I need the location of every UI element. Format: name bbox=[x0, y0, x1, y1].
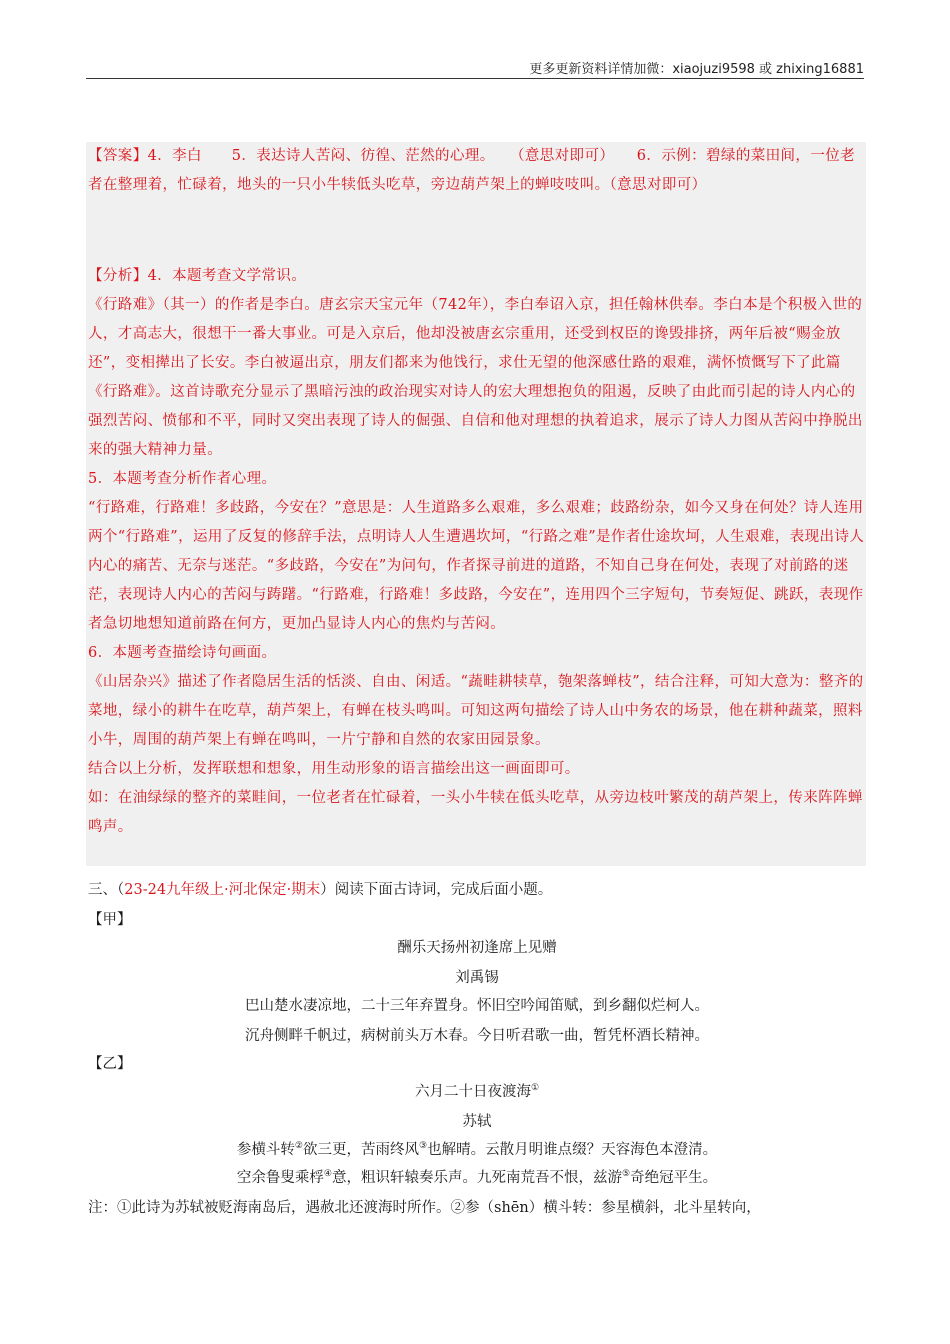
poem-b-title: 六月二十日夜渡海① bbox=[414, 1083, 540, 1100]
analysis-q6-example: 如：在油绿绿的整齐的菜畦间，一位老者在忙碌着，一头小牛犊在低头吃草，从旁边枝叶繁茂的葫芦架上，传来阵阵蝉鸣声。 bbox=[88, 790, 863, 835]
poem-b-line-2: 空余鲁叟乘桴④意，粗识轩辕奏乐声。九死南荒吾不恨，兹游⑤奇绝冠平生。 bbox=[236, 1169, 718, 1186]
question-source: 23-24九年级上·河北保定·期末 bbox=[124, 882, 321, 898]
poem-notes: 注：①此诗为苏轼被贬海南岛后，遇赦北还渡海时所作。②参（shēn）横斗转：参星横斜，北斗星转向， bbox=[88, 1200, 761, 1216]
poem-b-author: 苏轼 bbox=[462, 1114, 492, 1130]
poem-a-title: 酬乐天扬州初逢席上见赠 bbox=[397, 940, 557, 956]
analysis-q4: 《行路难》（其一）的作者是李白。唐玄宗天宝元年（742年），李白奉诏入京，担任翰林供奉。李白本是个积极入世的人，才高志大，很想干一番大事业。可是入京后，他却没被唐玄宗重用，还受到权臣的谗毁排挤，两年后被“赐金放还”，变相撵出了长安。李白被逼出京，朋友们都来为他饯行，求仕无望的他深感仕路的艰难，满怀愤慨写下了此篇《行路难》。这首诗歌充分显示了黑暗污浊的政治现实对诗人的宏大理想抱负的阻遏，反映了由此而引起的诗人内心的强烈苦闷、愤郁和不平，同时又突出表现了诗人的倔强、自信和他对理想的执着追求，展示了诗人力图从苦闷中挣脱出来的强大精神力量。 bbox=[88, 297, 863, 458]
poem-a-line-1: 巴山楚水凄凉地，二十三年弃置身。怀旧空吟闻笛赋，到乡翻似烂柯人。 bbox=[245, 998, 709, 1014]
analysis-heading: 【分析】4．本题考查文学常识。 bbox=[88, 268, 307, 284]
answer-text: 【答案】4．李白 5．表达诗人苦闷、彷徨、茫然的心理。 （意思对即可） 6．示例：碧绿的菜田间，一位老者在整理着，忙碌着，地头的一只小牛犊低头吃草，旁边葫芦架上的蝉吱吱叫。（意思对即可） bbox=[88, 148, 856, 193]
analysis-q5-heading: 5．本题考查分析作者心理。 bbox=[88, 471, 277, 487]
poem-a-line-2: 沉舟侧畔千帆过，病树前头万木春。今日听君歌一曲，暂凭杯酒长精神。 bbox=[245, 1028, 709, 1044]
section-3-intro: 三、（23-24九年级上·河北保定·期末）阅读下面古诗词，完成后面小题。 bbox=[88, 882, 553, 898]
analysis-q6: 《山居杂兴》描述了作者隐居生活的恬淡、自由、闲适。“蔬畦耕犊草，匏架落蝉枝”，结合注释，可知大意为：整齐的菜地，绿小的耕牛在吃草，葫芦架上，有蝉在枝头鸣叫。可知这两句描绘了诗人山中务农的场景，他在耕种蔬菜，照料小牛，周围的葫芦架上有蝉在鸣叫，一片宁静和自然的农家田园景象。 bbox=[88, 674, 864, 748]
answer-block bbox=[88, 142, 866, 200]
analysis-block bbox=[88, 262, 866, 842]
header-divider bbox=[86, 78, 864, 79]
poem-b-line-1: 参横斗转②欲三更，苦雨终风③也解晴。云散月明谁点缀？天容海色本澄清。 bbox=[236, 1141, 718, 1158]
poem-a-author: 刘禹锡 bbox=[455, 970, 499, 986]
poem-a-label: 【甲】 bbox=[88, 912, 132, 928]
analysis-q6-guide: 结合以上分析，发挥联想和想象，用生动形象的语言描绘出这一画面即可。 bbox=[88, 761, 580, 777]
analysis-q5: “行路难，行路难！多歧路，今安在？”意思是：人生道路多么艰难，多么艰难；歧路纷杂，如今又身在何处？诗人连用两个“行路难”，运用了反复的修辞手法，点明诗人人生遭遇坎坷，“行路之难”是作者仕途坎坷，人生艰难，表现出诗人内心的痛苦、无奈与迷茫。“多歧路，今安在”为问句，作者探寻前进的道路，不知自己身在何处，表现了对前路的迷茫，表现诗人内心的苦闷与踌躇。“行路难，行路难！多歧路，今安在”，连用四个三字短句，节奏短促、跳跃，表现作者急切地想知道前路在何方，更加凸显诗人内心的焦灼与苦闷。 bbox=[88, 500, 865, 632]
analysis-q6-heading: 6．本题考查描绘诗句画面。 bbox=[88, 645, 277, 661]
header-note: 更多更新资料详情加微：xiaojuzi9598 或 zhixing16881 bbox=[529, 62, 864, 77]
poem-b-label: 【乙】 bbox=[88, 1056, 132, 1072]
